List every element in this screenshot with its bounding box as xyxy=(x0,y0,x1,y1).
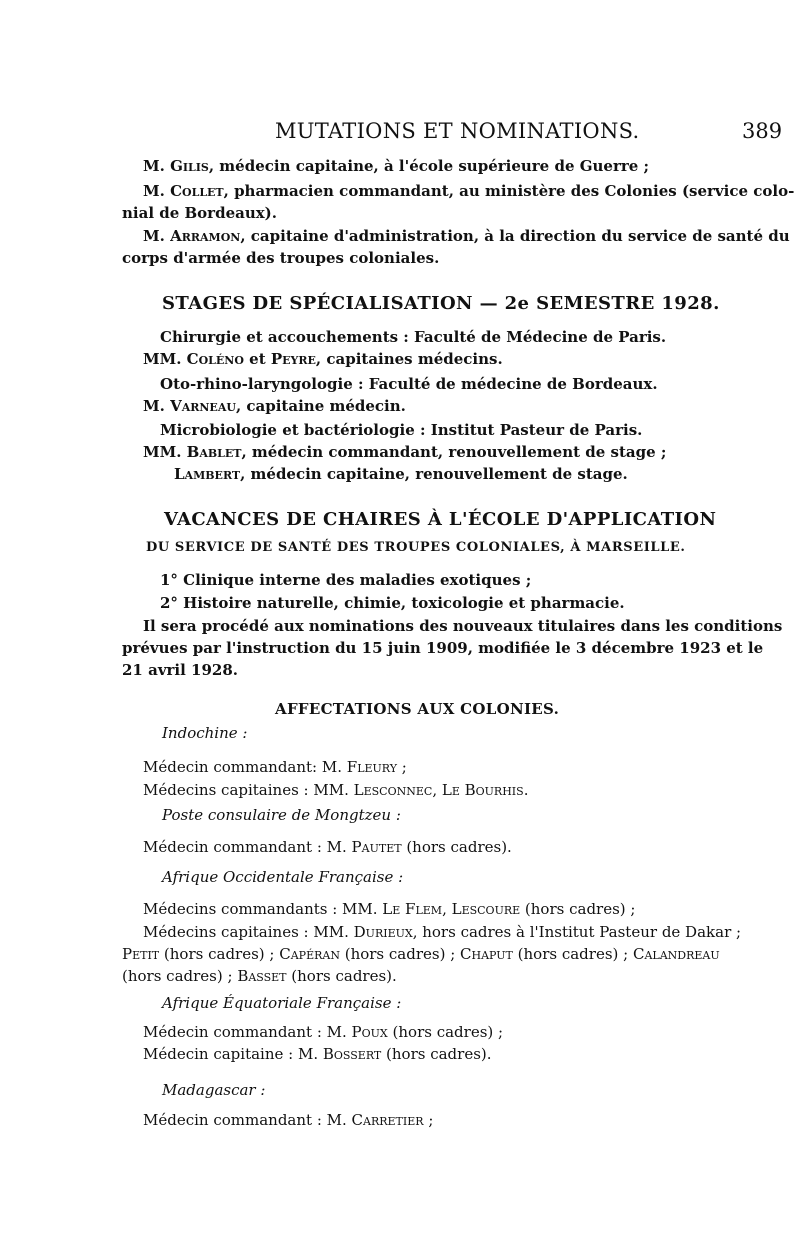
person-name: Bablet xyxy=(186,443,242,461)
section-heading-affectations: AFFECTATIONS AUX COLONIES. xyxy=(275,700,560,718)
stage-micro-names1: MM. Bablet, médecin commandant, renouvellement de stage ; xyxy=(143,443,667,461)
section-heading-vacances: VACANCES DE CHAIRES À L'ÉCOLE D'APPLICATION xyxy=(164,509,717,530)
person-name: Arramon xyxy=(170,227,241,245)
person-name: Chaput xyxy=(460,945,513,963)
stage-oto-names: M. Varneau, capitaine médecin. xyxy=(143,397,406,415)
paragraph-arramon-line2: corps d'armée des troupes coloniales. xyxy=(122,249,440,267)
person-name: Petit xyxy=(122,945,160,963)
aof-line1: Médecins commandants : MM. Le Flem, Lescoure (hors cadres) ; xyxy=(143,900,636,918)
person-name: Peyre xyxy=(270,350,316,368)
person-name: Lesconnec xyxy=(353,781,433,799)
person-name: Basset xyxy=(237,967,287,985)
vacance-item-1: 1° Clinique interne des maladies exotiques ; xyxy=(160,571,532,589)
mongtzeu-line1: Médecin commandant : M. Pautet (hors cadres). xyxy=(143,838,512,856)
person-name: Calandreau xyxy=(632,945,720,963)
colony-label-aof: Afrique Occidentale Française : xyxy=(162,868,404,886)
section-subheading-vacances: DU SERVICE DE SANTÉ DES TROUPES COLONIALES, À MARSEILLE. xyxy=(146,540,686,555)
paragraph-collet-line2: nial de Bordeaux). xyxy=(122,204,278,222)
person-name: Coléno xyxy=(186,350,244,368)
person-name: Varneau xyxy=(170,397,236,415)
person-name: Collet xyxy=(170,182,224,200)
person-name: Capéran xyxy=(279,945,340,963)
paragraph-collet-line1: M. Collet, pharmacien commandant, au ministère des Colonies (service colo- xyxy=(143,182,795,200)
aef-line2: Médecin capitaine : M. Bossert (hors cadres). xyxy=(143,1045,492,1063)
colony-label-indochine: Indochine : xyxy=(162,724,248,742)
running-header: MUTATIONS ET NOMINATIONS. xyxy=(275,119,640,143)
section-heading-stages: STAGES DE SPÉCIALISATION — 2e SEMESTRE 1928. xyxy=(162,293,720,314)
stage-micro: Microbiologie et bactériologie : Institut Pasteur de Paris. xyxy=(160,421,643,439)
stage-chirurgie: Chirurgie et accouchements : Faculté de Médecine de Paris. xyxy=(160,328,667,346)
vacance-paragraph-line3: 21 avril 1928. xyxy=(122,661,239,679)
vacance-paragraph-line2: prévues par l'instruction du 15 juin 1909, modifiée le 3 décembre 1923 et le xyxy=(122,639,764,657)
person-name: Le Bourhis xyxy=(441,781,524,799)
page-number: 389 xyxy=(742,119,783,143)
indochine-line1: Médecin commandant: M. Fleury ; xyxy=(143,758,407,776)
aof-line3: Petit (hors cadres) ; Capéran (hors cadres) ; Chaput (hors cadres) ; Calandreau xyxy=(122,945,720,963)
vacance-item-2: 2° Histoire naturelle, chimie, toxicologie et pharmacie. xyxy=(160,594,625,612)
colony-label-mongtzeu: Poste consulaire de Mongtzeu : xyxy=(162,806,401,824)
person-name: Carretier xyxy=(351,1111,424,1129)
person-name: Pautet xyxy=(351,838,402,856)
aof-line4: (hors cadres) ; Basset (hors cadres). xyxy=(122,967,397,985)
person-name: Le Flem xyxy=(382,900,443,918)
aef-line1: Médecin commandant : M. Poux (hors cadres) ; xyxy=(143,1023,504,1041)
paragraph-arramon-line1: M. Arramon, capitaine d'administration, à la direction du service de santé du xyxy=(143,227,790,245)
person-name: Fleury xyxy=(346,758,397,776)
person-name: Bossert xyxy=(322,1045,382,1063)
stage-micro-names2: Lambert, médecin capitaine, renouvellement de stage. xyxy=(174,465,628,483)
colony-label-madagascar: Madagascar : xyxy=(162,1081,266,1099)
person-name: Durieux xyxy=(353,923,413,941)
person-name: Gilis xyxy=(170,157,209,175)
person-name: Poux xyxy=(351,1023,388,1041)
aof-line2: Médecins capitaines : MM. Durieux, hors cadres à l'Institut Pasteur de Dakar ; xyxy=(143,923,742,941)
stage-oto: Oto-rhino-laryngologie : Faculté de médecine de Bordeaux. xyxy=(160,375,658,393)
person-name: Lescoure xyxy=(451,900,521,918)
stage-chirurgie-names: MM. Coléno et Peyre, capitaines médecins. xyxy=(143,350,503,368)
madagascar-line1: Médecin commandant : M. Carretier ; xyxy=(143,1111,434,1129)
vacance-paragraph-line1: Il sera procédé aux nominations des nouveaux titulaires dans les conditions xyxy=(143,617,783,635)
person-name: Lambert xyxy=(174,465,241,483)
paragraph-gilis: M. Gilis, médecin capitaine, à l'école supérieure de Guerre ; xyxy=(143,157,650,175)
indochine-line2: Médecins capitaines : MM. Lesconnec, Le Bourhis. xyxy=(143,781,529,799)
colony-label-aef: Afrique Équatoriale Française : xyxy=(162,994,402,1012)
